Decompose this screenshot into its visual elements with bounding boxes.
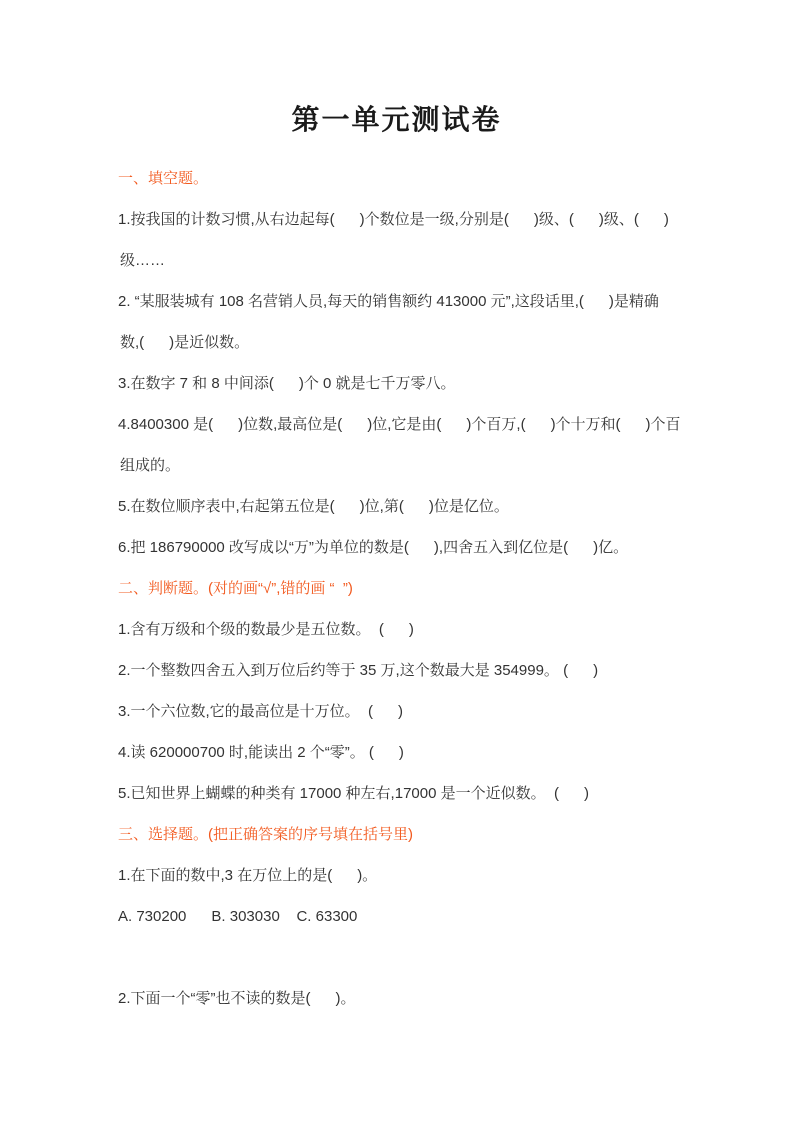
question-line: 2.一个整数四舍五入到万位后约等于 35 万,这个数最大是 354999。 ( ) xyxy=(118,662,599,679)
paper-body xyxy=(118,158,681,1019)
question-line: 4.读 620000700 时,能读出 2 个“零”。 ( ) xyxy=(118,744,404,761)
question-line: 2. “某服装城有 108 名营销人员,每天的销售额约 413000 元”,这段话里,( )是精确 xyxy=(118,293,659,310)
question-line: 1.含有万级和个级的数最少是五位数。 ( ) xyxy=(118,621,414,638)
question-line: 3.在数字 7 和 8 中间添( )个 0 就是七千万零八。 xyxy=(118,375,456,392)
page-title: 第一单元测试卷 xyxy=(291,104,502,135)
question-line-continuation: 级…… xyxy=(120,252,166,269)
question-line: 6.把 186790000 改写成以“万”为单位的数是( ),四舍五入到亿位是( )亿。 xyxy=(118,539,629,556)
question-line: 3.一个六位数,它的最高位是十万位。 ( ) xyxy=(118,703,404,720)
section-heading-2: 二、判断题。(对的画“√”,错的画 “ ”) xyxy=(118,580,353,597)
question-line: 5.已知世界上蝴蝶的种类有 17000 种左右,17000 是一个近似数。 ( ) xyxy=(118,785,589,802)
blank-line xyxy=(118,937,675,978)
section-heading-3: 三、选择题。(把正确答案的序号填在括号里) xyxy=(118,826,413,843)
question-line: 5.在数位顺序表中,右起第五位是( )位,第( )位是亿位。 xyxy=(118,498,509,515)
question-line-continuation: 数,( )是近似数。 xyxy=(120,334,250,351)
question-line-continuation: 组成的。 xyxy=(120,457,181,474)
question-line: 2.下面一个“零”也不读的数是( )。 xyxy=(118,990,356,1007)
section-heading-1: 一、填空题。 xyxy=(118,170,209,187)
question-line: 1.按我国的计数习惯,从右边起每( )个数位是一级,分别是( )级、( )级、( ) xyxy=(118,211,669,228)
question-line: 4.8400300 是( )位数,最高位是( )位,它是由( )个百万,( )个十万和( )个百 xyxy=(118,416,681,433)
question-line: A. 730200 B. 303030 C. 63300 xyxy=(118,908,358,925)
question-line: 1.在下面的数中,3 在万位上的是( )。 xyxy=(118,867,378,884)
